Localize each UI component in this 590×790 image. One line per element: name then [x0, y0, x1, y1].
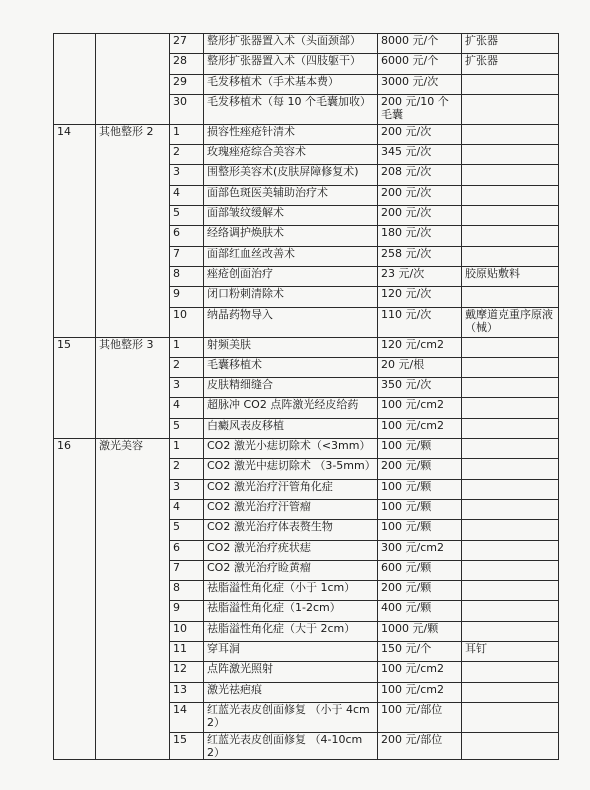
item-price: 258 元/次	[378, 246, 462, 266]
item-number: 7	[170, 560, 204, 580]
item-number: 12	[170, 662, 204, 682]
item-price: 100 元/颗	[378, 439, 462, 459]
item-price: 100 元/cm2	[378, 682, 462, 702]
item-number: 13	[170, 682, 204, 702]
item-number: 29	[170, 74, 204, 94]
item-name: 闭口粉刺清除术	[204, 287, 378, 307]
item-price: 345 元/次	[378, 145, 462, 165]
item-note	[462, 378, 559, 398]
item-name: CO2 激光治疗疣状痣	[204, 540, 378, 560]
item-note	[462, 499, 559, 519]
category-number: 14	[54, 124, 96, 337]
item-price: 350 元/次	[378, 378, 462, 398]
item-number: 8	[170, 581, 204, 601]
item-name: 射频美肤	[204, 337, 378, 357]
item-number: 6	[170, 540, 204, 560]
item-number: 9	[170, 601, 204, 621]
item-name: CO2 激光治疗汗管瘤	[204, 499, 378, 519]
item-note	[462, 74, 559, 94]
item-note	[462, 418, 559, 438]
item-number: 10	[170, 307, 204, 337]
item-price: 100 元/部位	[378, 702, 462, 732]
item-note	[462, 439, 559, 459]
category-number: 15	[54, 337, 96, 438]
item-number: 11	[170, 642, 204, 662]
item-price: 100 元/颗	[378, 479, 462, 499]
item-name: CO2 激光小痣切除术（<3mm）	[204, 439, 378, 459]
item-price: 100 元/颗	[378, 499, 462, 519]
item-price: 120 元/次	[378, 287, 462, 307]
item-price: 100 元/颗	[378, 520, 462, 540]
item-note	[462, 601, 559, 621]
item-number: 2	[170, 459, 204, 479]
item-note	[462, 124, 559, 144]
item-note	[462, 337, 559, 357]
item-name: 痤疮创面治疗	[204, 266, 378, 286]
item-name: 红蓝光表皮创面修复 （4-10cm2）	[204, 732, 378, 759]
item-price: 110 元/次	[378, 307, 462, 337]
item-number: 5	[170, 520, 204, 540]
item-name: 经络调护焕肤术	[204, 226, 378, 246]
item-price: 400 元/颗	[378, 601, 462, 621]
item-number: 28	[170, 54, 204, 74]
item-note	[462, 165, 559, 185]
item-note	[462, 479, 559, 499]
category-name: 激光美容	[96, 439, 170, 760]
table-row	[54, 337, 559, 357]
item-note	[462, 357, 559, 377]
item-price: 100 元/cm2	[378, 662, 462, 682]
item-price: 200 元/次	[378, 185, 462, 205]
item-number: 8	[170, 266, 204, 286]
item-number: 27	[170, 34, 204, 54]
item-name: 点阵激光照射	[204, 662, 378, 682]
item-price: 200 元/部位	[378, 732, 462, 759]
item-name: 整形扩张器置入术（四肢躯干）	[204, 54, 378, 74]
item-name: 祛脂溢性角化症（小于 1cm）	[204, 581, 378, 601]
item-number: 1	[170, 439, 204, 459]
item-note: 戴摩道克重序原液（械）	[462, 307, 559, 337]
item-price: 8000 元/个	[378, 34, 462, 54]
item-note: 扩张器	[462, 54, 559, 74]
item-price: 208 元/次	[378, 165, 462, 185]
item-note	[462, 398, 559, 418]
item-number: 6	[170, 226, 204, 246]
item-note	[462, 94, 559, 124]
item-note	[462, 540, 559, 560]
item-name: 穿耳洞	[204, 642, 378, 662]
item-price: 6000 元/个	[378, 54, 462, 74]
item-number: 1	[170, 124, 204, 144]
item-name: 红蓝光表皮创面修复 （小于 4cm2）	[204, 702, 378, 732]
category-name	[96, 34, 170, 125]
item-name: 围整形美容术(皮肤屏障修复术)	[204, 165, 378, 185]
item-name: 整形扩张器置入术（头面颈部）	[204, 34, 378, 54]
item-name: 面部红血丝改善术	[204, 246, 378, 266]
item-price: 200 元/颗	[378, 581, 462, 601]
item-number: 15	[170, 732, 204, 759]
item-number: 10	[170, 621, 204, 641]
item-note: 耳钉	[462, 642, 559, 662]
item-name: 面部皱纹缓解术	[204, 206, 378, 226]
category-number: 16	[54, 439, 96, 760]
item-note: 胶原贴敷料	[462, 266, 559, 286]
item-name: 白癜风表皮移植	[204, 418, 378, 438]
table-row	[54, 439, 559, 459]
item-price: 200 元/次	[378, 206, 462, 226]
item-number: 4	[170, 398, 204, 418]
item-name: 纳晶药物导入	[204, 307, 378, 337]
item-number: 3	[170, 165, 204, 185]
item-note	[462, 459, 559, 479]
item-number: 4	[170, 499, 204, 519]
item-price: 200 元/10 个毛囊	[378, 94, 462, 124]
item-name: 玫瑰痤疮综合美容术	[204, 145, 378, 165]
item-note	[462, 581, 559, 601]
category-number	[54, 34, 96, 125]
category-name: 其他整形 2	[96, 124, 170, 337]
item-name: 超脉冲 CO2 点阵激光经皮给药	[204, 398, 378, 418]
item-note	[462, 226, 559, 246]
item-note	[462, 185, 559, 205]
item-name: 祛脂溢性角化症（1-2cm）	[204, 601, 378, 621]
item-note	[462, 145, 559, 165]
price-table-body	[54, 34, 559, 760]
item-name: 毛发移植术（每 10 个毛囊加收）	[204, 94, 378, 124]
item-number: 7	[170, 246, 204, 266]
item-price: 100 元/cm2	[378, 398, 462, 418]
item-name: 皮肤精细缝合	[204, 378, 378, 398]
item-note	[462, 246, 559, 266]
item-price: 100 元/cm2	[378, 418, 462, 438]
table-row	[54, 124, 559, 144]
item-note	[462, 702, 559, 732]
item-note	[462, 732, 559, 759]
item-note: 扩张器	[462, 34, 559, 54]
item-price: 200 元/次	[378, 124, 462, 144]
item-note	[462, 287, 559, 307]
item-number: 2	[170, 145, 204, 165]
item-name: 激光祛疤痕	[204, 682, 378, 702]
item-note	[462, 520, 559, 540]
item-number: 9	[170, 287, 204, 307]
item-name: 毛发移植术（手术基本费）	[204, 74, 378, 94]
item-price: 300 元/cm2	[378, 540, 462, 560]
item-number: 2	[170, 357, 204, 377]
item-price: 3000 元/次	[378, 74, 462, 94]
item-note	[462, 621, 559, 641]
item-name: CO2 激光治疗睑黄瘤	[204, 560, 378, 580]
category-name: 其他整形 3	[96, 337, 170, 438]
item-number: 14	[170, 702, 204, 732]
item-price: 180 元/次	[378, 226, 462, 246]
item-note	[462, 662, 559, 682]
item-number: 3	[170, 378, 204, 398]
price-table	[53, 33, 559, 760]
item-name: CO2 激光治疗汗管角化症	[204, 479, 378, 499]
item-number: 5	[170, 206, 204, 226]
item-name: CO2 激光中痣切除术 （3-5mm）	[204, 459, 378, 479]
item-price: 20 元/根	[378, 357, 462, 377]
item-price: 150 元/个	[378, 642, 462, 662]
item-number: 3	[170, 479, 204, 499]
item-number: 4	[170, 185, 204, 205]
item-number: 30	[170, 94, 204, 124]
item-name: 面部色斑医美辅助治疗术	[204, 185, 378, 205]
item-price: 23 元/次	[378, 266, 462, 286]
item-number: 5	[170, 418, 204, 438]
item-price: 600 元/颗	[378, 560, 462, 580]
item-note	[462, 682, 559, 702]
table-row	[54, 34, 559, 54]
item-name: 毛囊移植术	[204, 357, 378, 377]
item-price: 1000 元/颗	[378, 621, 462, 641]
item-price: 200 元/颗	[378, 459, 462, 479]
item-name: 损容性痤疮针清术	[204, 124, 378, 144]
item-number: 1	[170, 337, 204, 357]
item-name: 祛脂溢性角化症（大于 2cm）	[204, 621, 378, 641]
item-note	[462, 206, 559, 226]
item-name: CO2 激光治疗体表赘生物	[204, 520, 378, 540]
item-note	[462, 560, 559, 580]
item-price: 120 元/cm2	[378, 337, 462, 357]
